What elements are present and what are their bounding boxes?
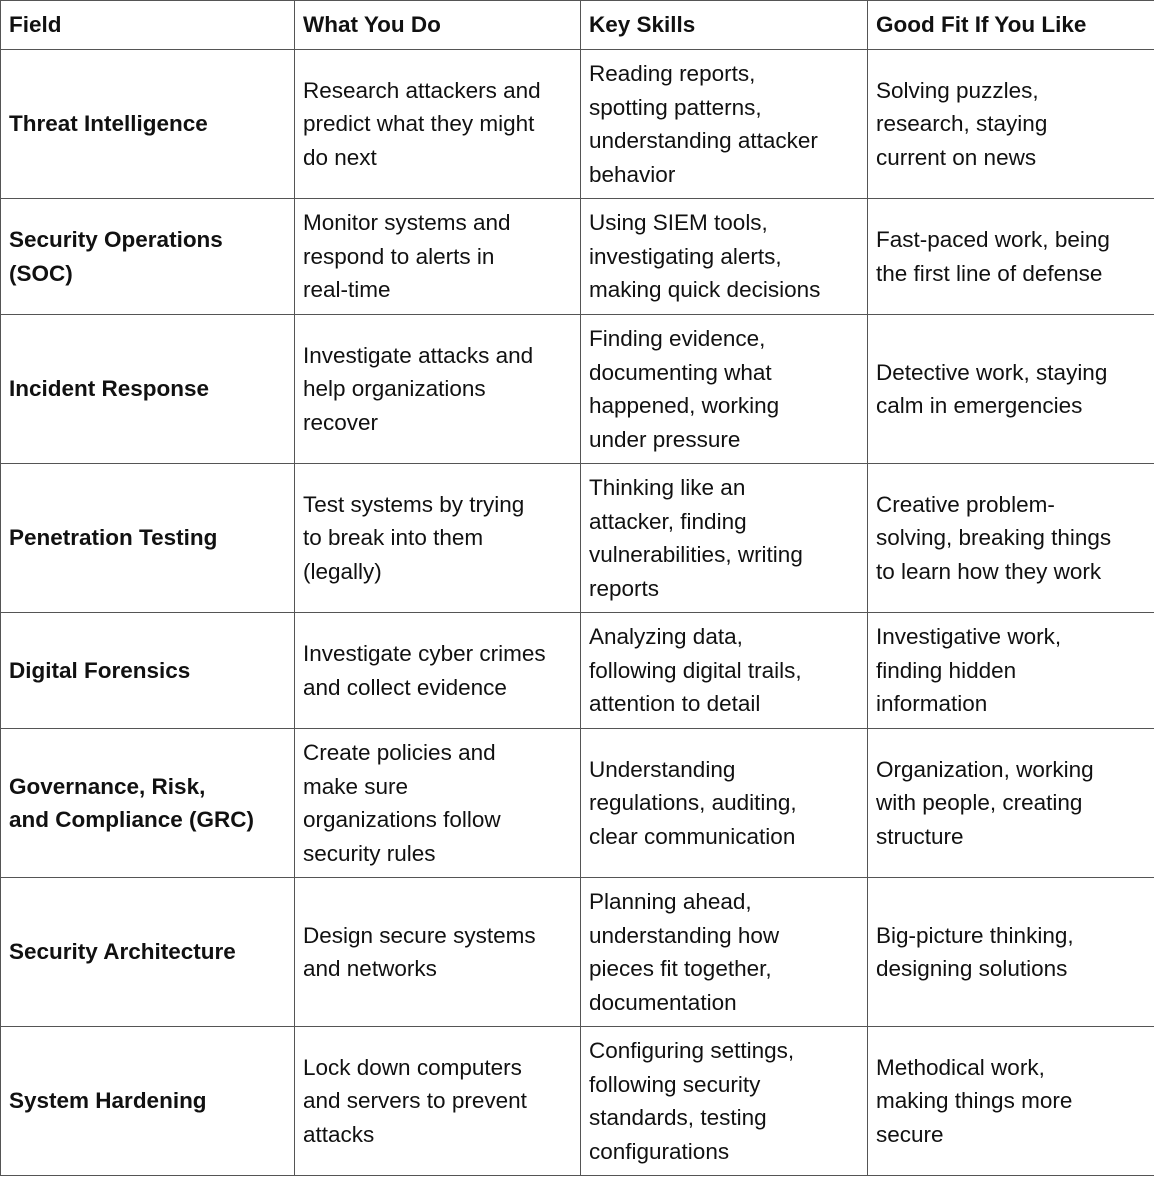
what-you-do-cell: Lock down computers and servers to prevent attacks	[295, 1027, 581, 1176]
field-cell: Security Architecture	[1, 878, 295, 1027]
what-you-do-cell: Test systems by trying to break into them (legally)	[295, 464, 581, 613]
table-row	[1, 1027, 1154, 1176]
what-you-do-cell: Investigate cyber crimes and collect evidence	[295, 613, 581, 729]
good-fit-cell: Fast-paced work, being the first line of defense	[868, 199, 1154, 315]
key-skills-cell: Analyzing data, following digital trails, attention to detail	[581, 613, 868, 729]
table-row	[1, 613, 1154, 729]
field-cell: Governance, Risk, and Compliance (GRC)	[1, 729, 295, 878]
good-fit-cell: Methodical work, making things more secure	[868, 1027, 1154, 1176]
key-skills-cell: Thinking like an attacker, finding vulnerabilities, writing reports	[581, 464, 868, 613]
what-you-do-cell: Research attackers and predict what they might do next	[295, 50, 581, 199]
good-fit-cell: Big-picture thinking, designing solutions	[868, 878, 1154, 1027]
table-row	[1, 464, 1154, 613]
key-skills-cell: Reading reports, spotting patterns, understanding attacker behavior	[581, 50, 868, 199]
table-row	[1, 50, 1154, 199]
good-fit-cell: Detective work, staying calm in emergencies	[868, 315, 1154, 464]
good-fit-cell: Solving puzzles, research, staying current on news	[868, 50, 1154, 199]
key-skills-cell: Understanding regulations, auditing, clear communication	[581, 729, 868, 878]
what-you-do-cell: Create policies and make sure organizations follow security rules	[295, 729, 581, 878]
header-what-you-do: What You Do	[295, 1, 581, 50]
header-field: Field	[1, 1, 295, 50]
header-key-skills: Key Skills	[581, 1, 868, 50]
field-cell: System Hardening	[1, 1027, 295, 1176]
field-cell: Penetration Testing	[1, 464, 295, 613]
field-cell: Incident Response	[1, 315, 295, 464]
what-you-do-cell: Monitor systems and respond to alerts in real-time	[295, 199, 581, 315]
what-you-do-cell: Design secure systems and networks	[295, 878, 581, 1027]
table-row	[1, 729, 1154, 878]
key-skills-cell: Planning ahead, understanding how pieces fit together, documentation	[581, 878, 868, 1027]
key-skills-cell: Configuring settings, following security standards, testing configurations	[581, 1027, 868, 1176]
field-cell: Security Operations (SOC)	[1, 199, 295, 315]
field-cell: Threat Intelligence	[1, 50, 295, 199]
good-fit-cell: Organization, working with people, creating structure	[868, 729, 1154, 878]
good-fit-cell: Creative problem- solving, breaking things to learn how they work	[868, 464, 1154, 613]
field-cell: Digital Forensics	[1, 613, 295, 729]
key-skills-cell: Finding evidence, documenting what happened, working under pressure	[581, 315, 868, 464]
good-fit-cell: Investigative work, finding hidden information	[868, 613, 1154, 729]
what-you-do-cell: Investigate attacks and help organizations recover	[295, 315, 581, 464]
table-row	[1, 878, 1154, 1027]
key-skills-cell: Using SIEM tools, investigating alerts, making quick decisions	[581, 199, 868, 315]
header-row	[1, 1, 1154, 50]
header-good-fit: Good Fit If You Like	[868, 1, 1154, 50]
table-row	[1, 315, 1154, 464]
table-row	[1, 199, 1154, 315]
